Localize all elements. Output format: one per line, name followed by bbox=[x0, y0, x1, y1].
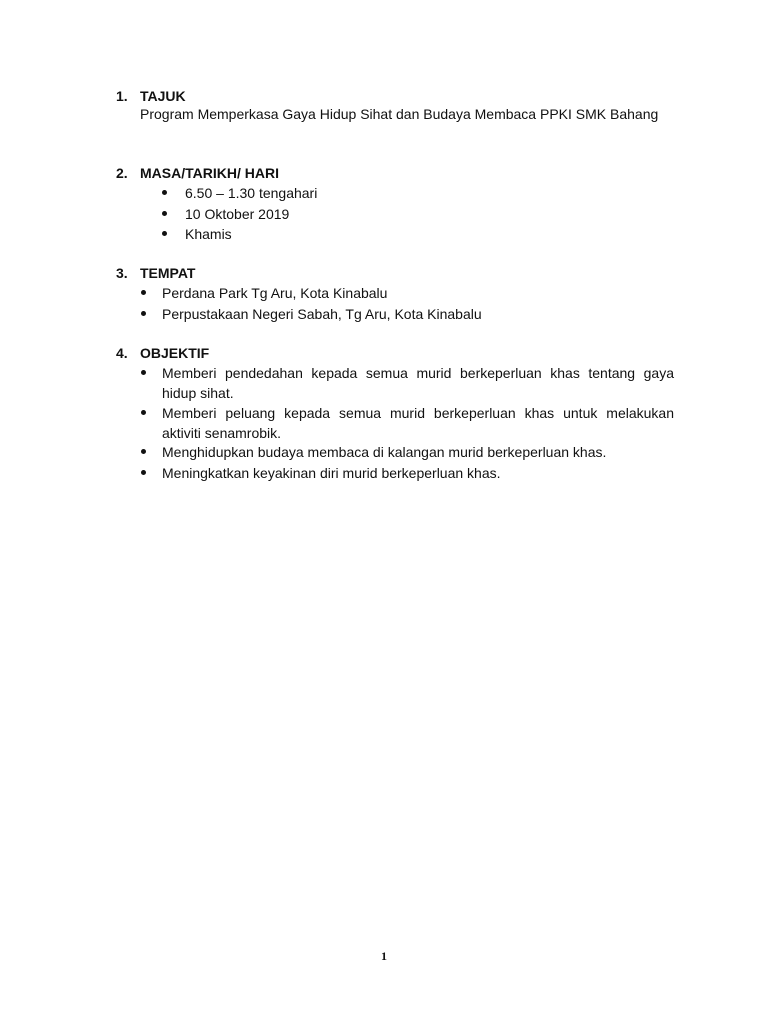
section-title: MASA/TARIKH/ HARI bbox=[140, 165, 279, 181]
list-item-text: Memberi pendedahan kepada semua murid berkeperluan khas tentang gaya hidup sihat. bbox=[162, 365, 674, 401]
section-title: OBJEKTIF bbox=[140, 345, 210, 361]
section-paragraph: Program Memperkasa Gaya Hidup Sihat dan Budaya Membaca PPKI SMK Bahang bbox=[140, 106, 659, 122]
list-item-text: Khamis bbox=[185, 226, 232, 242]
bullet-icon bbox=[141, 290, 146, 295]
section-number: 1. bbox=[116, 88, 128, 104]
bullet-icon bbox=[162, 211, 167, 216]
page-number: 1 bbox=[381, 949, 387, 963]
section-number: 3. bbox=[116, 265, 128, 281]
bullet-icon bbox=[141, 470, 146, 475]
list-item-text: Perdana Park Tg Aru, Kota Kinabalu bbox=[162, 285, 388, 301]
list-item-text: 6.50 – 1.30 tengahari bbox=[185, 185, 318, 201]
bullet-icon bbox=[141, 311, 146, 316]
section-title: TAJUK bbox=[140, 88, 186, 104]
section-number: 4. bbox=[116, 345, 128, 361]
bullet-icon bbox=[162, 190, 167, 195]
bullet-icon bbox=[141, 410, 146, 415]
list-item-text: 10 Oktober 2019 bbox=[185, 206, 290, 222]
bullet-icon bbox=[141, 370, 146, 375]
list-item-text: Memberi peluang kepada semua murid berkeperluan khas untuk melakukan aktiviti senamrobik. bbox=[162, 405, 674, 441]
list-item-text: Meningkatkan keyakinan diri murid berkeperluan khas. bbox=[162, 465, 501, 481]
list-item-text: Perpustakaan Negeri Sabah, Tg Aru, Kota Kinabalu bbox=[162, 306, 482, 322]
bullet-icon bbox=[162, 231, 167, 236]
section-title: TEMPAT bbox=[140, 265, 196, 281]
list-item-text: Menghidupkan budaya membaca di kalangan murid berkeperluan khas. bbox=[162, 444, 607, 460]
bullet-icon bbox=[141, 449, 146, 454]
section-number: 2. bbox=[116, 165, 128, 181]
